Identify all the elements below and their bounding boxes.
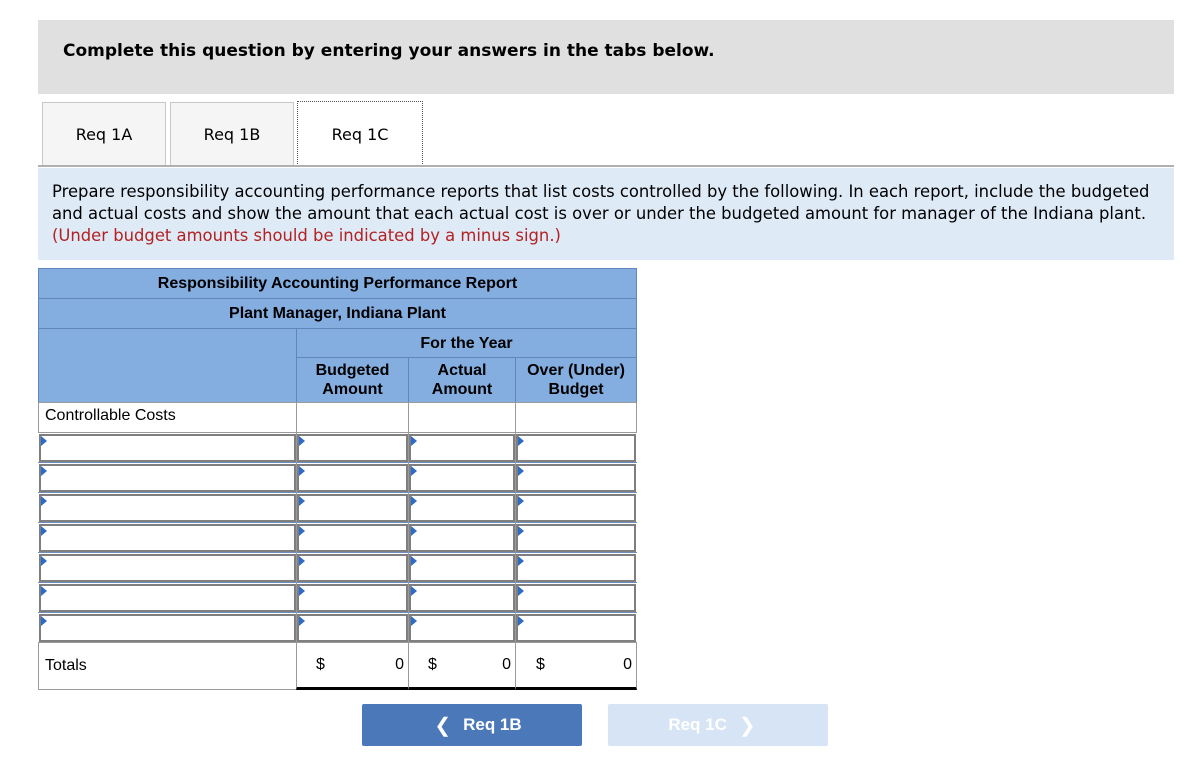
instructions-header — [38, 20, 1174, 94]
section-blank-cell — [408, 402, 516, 433]
tab-req-1c[interactable]: Req 1C — [297, 101, 423, 166]
tab-req-1a[interactable]: Req 1A — [42, 102, 166, 165]
actual-amount-input[interactable] — [409, 554, 515, 582]
budgeted-amount-input[interactable] — [297, 524, 408, 552]
performance-report-table — [38, 268, 637, 690]
over-under-header-line1: Over (Under) — [527, 362, 625, 379]
row-divider — [38, 612, 637, 613]
row-divider — [38, 492, 637, 493]
controllable-costs-label: Controllable Costs — [38, 402, 297, 433]
section-blank-cell — [515, 402, 637, 433]
budgeted-amount-input[interactable] — [297, 464, 408, 492]
over-under-input[interactable] — [516, 584, 636, 612]
over-under-input[interactable] — [516, 614, 636, 642]
instructions-note: (Under budget amounts should be indicated by a minus sign.) — [52, 226, 561, 245]
column-divider — [296, 433, 297, 643]
actual-amount-input[interactable] — [409, 524, 515, 552]
budgeted-header-line2: Amount — [322, 381, 383, 398]
totals-budgeted-value: 0 — [395, 656, 404, 673]
currency-symbol: $ — [428, 656, 437, 673]
row-divider — [38, 582, 637, 583]
row-divider — [38, 522, 637, 523]
totals-budgeted-cell — [296, 642, 409, 690]
next-req-label: Req 1C — [668, 715, 727, 734]
next-req-button — [608, 704, 828, 746]
over-under-input[interactable] — [516, 494, 636, 522]
period-header: For the Year — [296, 328, 637, 358]
prev-req-label: Req 1B — [463, 715, 522, 734]
instructions-text: Prepare responsibility accounting performance reports that list costs controlled by the following. In each report, include the budgeted and actual costs and show the amount that each actual cost is over or under the budgeted amount for manager of the Indiana plant. — [52, 182, 1150, 223]
actual-amount-input[interactable] — [409, 584, 515, 612]
instructions-panel — [38, 168, 1174, 260]
report-subtitle: Plant Manager, Indiana Plant — [38, 298, 637, 329]
budgeted-amount-input[interactable] — [297, 584, 408, 612]
tab-bar — [38, 100, 1174, 167]
actual-amount-input[interactable] — [409, 614, 515, 642]
totals-over-under-cell — [515, 642, 637, 690]
cost-item-input[interactable] — [39, 434, 296, 462]
budgeted-amount-input[interactable] — [297, 434, 408, 462]
actual-column-header — [408, 357, 516, 403]
chevron-right-icon: ❯ — [738, 714, 756, 737]
column-divider — [408, 433, 409, 643]
label-column-header — [38, 328, 297, 403]
over-under-input[interactable] — [516, 524, 636, 552]
cost-item-input[interactable] — [39, 554, 296, 582]
currency-symbol: $ — [536, 656, 545, 673]
totals-actual-value: 0 — [502, 656, 511, 673]
cost-item-input[interactable] — [39, 584, 296, 612]
actual-amount-input[interactable] — [409, 494, 515, 522]
budgeted-column-header — [296, 357, 409, 403]
chevron-left-icon: ❮ — [434, 714, 452, 737]
row-divider — [38, 462, 637, 463]
actual-amount-input[interactable] — [409, 464, 515, 492]
actual-amount-input[interactable] — [409, 434, 515, 462]
header-title: Complete this question by entering your answers in the tabs below. — [63, 41, 715, 61]
totals-label: Totals — [38, 642, 297, 690]
row-divider — [38, 552, 637, 553]
budgeted-amount-input[interactable] — [297, 494, 408, 522]
totals-actual-cell — [408, 642, 516, 690]
tab-baseline — [38, 165, 1174, 167]
tab-req-1b[interactable]: Req 1B — [170, 102, 294, 165]
budgeted-header-line1: Budgeted — [315, 362, 390, 379]
report-title: Responsibility Accounting Performance Report — [38, 268, 637, 299]
section-blank-cell — [296, 402, 409, 433]
budgeted-amount-input[interactable] — [297, 554, 408, 582]
cost-item-input[interactable] — [39, 494, 296, 522]
prev-req-button[interactable] — [362, 704, 582, 746]
cost-item-input[interactable] — [39, 464, 296, 492]
cost-item-input[interactable] — [39, 524, 296, 552]
over-under-input[interactable] — [516, 434, 636, 462]
column-divider — [515, 433, 516, 643]
currency-symbol: $ — [316, 656, 325, 673]
totals-over-under-value: 0 — [623, 656, 632, 673]
over-under-column-header — [515, 357, 637, 403]
over-under-header-line2: Budget — [548, 381, 604, 398]
over-under-input[interactable] — [516, 554, 636, 582]
actual-header-line2: Amount — [431, 381, 493, 398]
over-under-input[interactable] — [516, 464, 636, 492]
cost-item-input[interactable] — [39, 614, 296, 642]
budgeted-amount-input[interactable] — [297, 614, 408, 642]
actual-header-line1: Actual — [437, 362, 487, 379]
